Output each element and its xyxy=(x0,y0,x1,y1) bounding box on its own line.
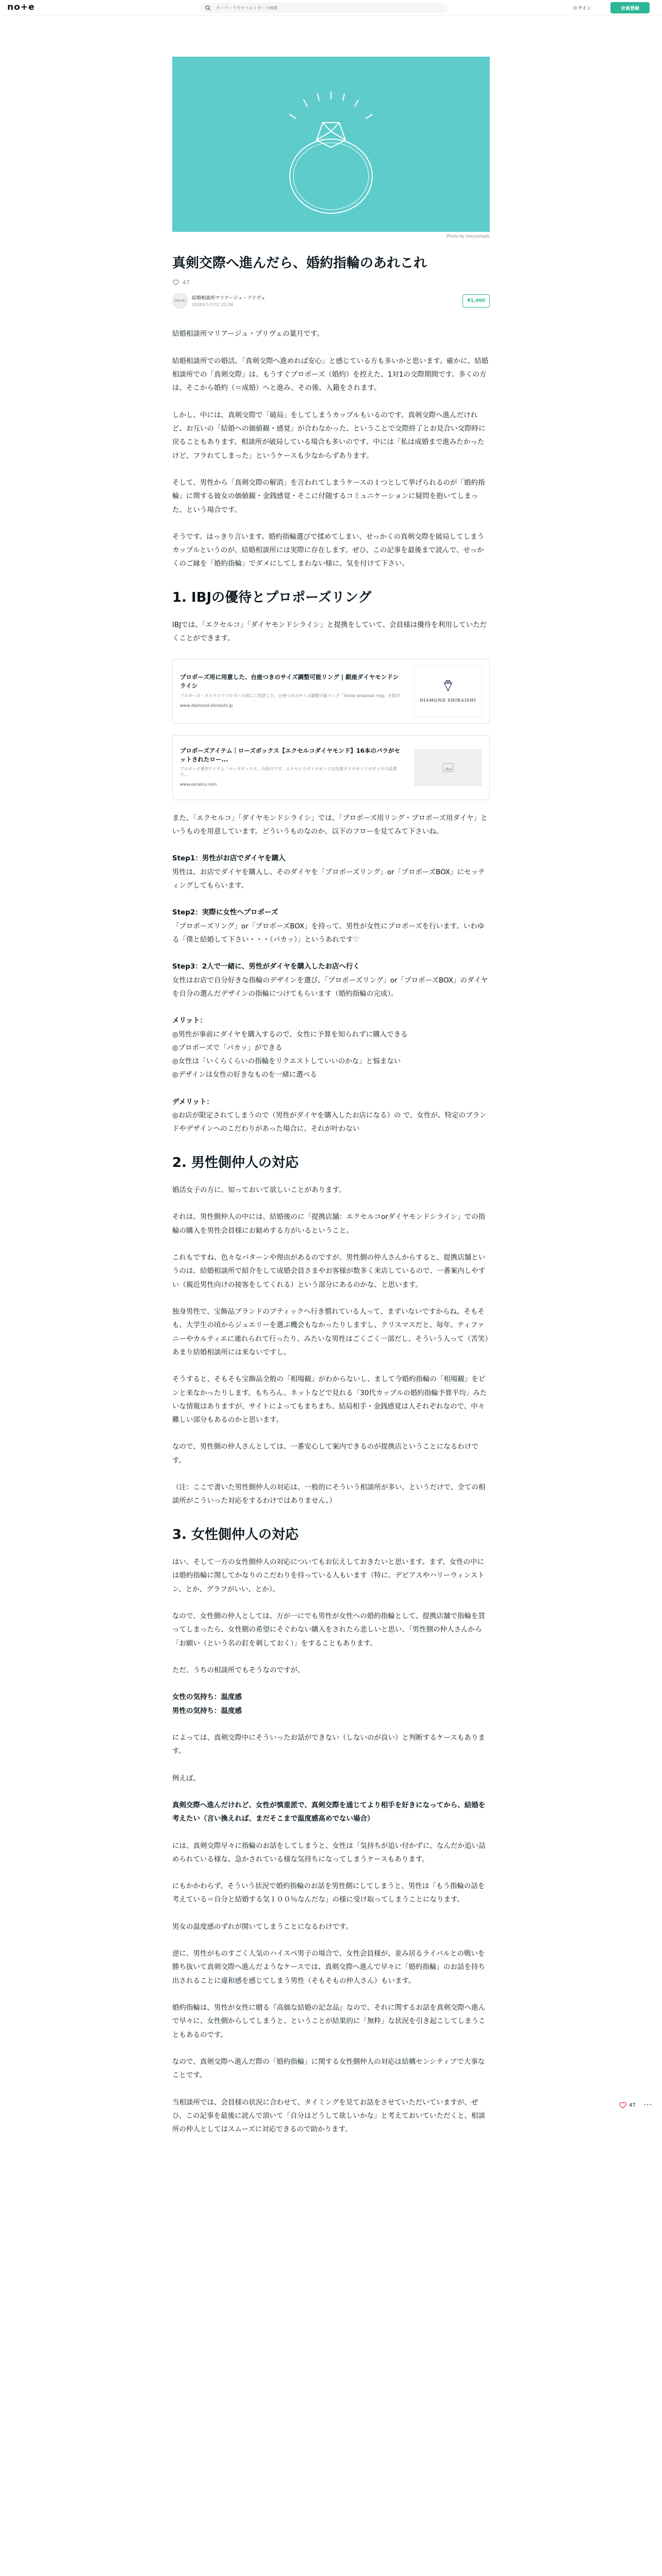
article-body xyxy=(172,327,490,2136)
paragraph: 婚活女子の方に、知っておいて欲しいことがあります。 xyxy=(172,1186,346,1195)
merit-item: ◎男性が事前にダイヤを購入するので、女性に予算を知られずに購入できる xyxy=(172,1030,408,1039)
link-card-shiraishi[interactable] xyxy=(172,659,490,724)
more-options-icon[interactable]: ··· xyxy=(643,2101,653,2109)
merit-item: ◎プロポーズで「パカッ」ができる xyxy=(172,1043,283,1052)
hero-image xyxy=(172,57,490,232)
paragraph: 逆に、男性がものすごく人気のハイスペ男子の場合で、女性会員様が、並み居るライバルとの戦いを勝ち抜いて真剣交際へ進んだようなケースでは、真剣交際へ進んで早々に「婚約指輪」のお話を持ち出されることに違和感を感じてしまう男性（そもそもの仲人さん）もいます。 xyxy=(172,1950,485,1985)
merit-item: ◎デザインは女性の好きなものを一緒に選べる xyxy=(172,1071,317,1079)
section-heading-1: 1. IBJの優待とプロポーズリング xyxy=(172,589,372,605)
link-card-thumbnail xyxy=(414,666,482,717)
price-button[interactable]: ¥1,000 xyxy=(462,294,490,308)
image-placeholder-icon xyxy=(442,763,454,772)
step-label: Step1：男性がお店でダイヤを購入 xyxy=(172,854,286,863)
link-card-title: プロポーズアイテム｜ローズボックス【エクセルコダイヤモンド】16本のバラがセットされたロー... xyxy=(180,747,400,763)
search-icon xyxy=(205,5,211,11)
paragraph: これもですね、色々なパターンや理由があるのですが、男性側の仲人さんからすると、提携店舗というのは、結婚相談所で紹介をして成婚会員さまやお客様が数多く来店しているので、一番案内しやすい（親近男性向けの接客をしてくれる）という部分にあるのかな、と思います。 xyxy=(172,1253,486,1289)
heart-icon xyxy=(172,279,179,286)
note-logo[interactable]: no+e xyxy=(7,2,35,12)
site-header xyxy=(0,0,662,15)
article-title: 真剣交際へ進んだら、婚約指輪のあれこれ xyxy=(172,256,427,271)
paragraph: ただ、うちの相談所でもそうなのですが、 xyxy=(172,1666,305,1674)
photo-credit: Photo by tokyoshady xyxy=(446,234,490,239)
step-block xyxy=(172,852,490,892)
section-heading-2: 2. 男性側仲人の対応 xyxy=(172,1155,299,1171)
paragraph: はい、そして一方の女性側仲人の対応についてもお伝えしておきたいと思います。まず、女性の中には婚約指輪に関してかなりのこだわりを持っている人もいます（特に、デビアスやハリーウィンストン、とか、グラフがいい、とか）。 xyxy=(172,1558,485,1594)
side-like-count: 47 xyxy=(629,2102,636,2108)
paragraph: 独身男性で、宝飾品ブランドのブティックへ行き慣れている人って、まずいないですからね。そもそも、大学生の頃からジュエリーを選ぶ機会もなかったりしますし、クリスマスだと、毎年、ティファニーやカルティエに連れられて行ったり、みたいな男性はごくごく一部だし、そういう人って（苦笑）あまり結婚相談所には来ないですし。 xyxy=(172,1307,489,1357)
author-block[interactable] xyxy=(172,293,490,309)
paragraph: には、真剣交際早々に指輪のお話をしてしまうと、女性は「気持ちが追い付かずに、なんだか追い詰められている様な、急かされている様な気持ちになってしまうケースもあります。 xyxy=(172,1841,486,1863)
emphasis-line: 女性の気持ち：温度感 xyxy=(172,1693,242,1702)
author-name[interactable]: 結婚相談所マリアージュ・プリヴェ xyxy=(192,296,266,301)
heart-icon[interactable] xyxy=(619,2101,627,2109)
demerit-label: デメリット： xyxy=(172,1097,213,1106)
search-box[interactable] xyxy=(200,3,448,13)
paragraph: なので、真剣交際へ進んだ際の「婚約指輪」に関する女性側仲人の対応は結構センシティブで大事なことです。 xyxy=(172,2057,485,2080)
paragraph: 男女の温度感のずれが開いてしまうことになるわけです。 xyxy=(172,1922,353,1931)
paragraph: 結婚相談所マリアージュ・プリヴェの葉月です。 xyxy=(172,330,324,338)
like-count[interactable] xyxy=(172,279,490,286)
paragraph xyxy=(172,1799,490,1826)
link-card-excelco[interactable] xyxy=(172,735,490,800)
brand-name: DIAMOND SHIRAISHI xyxy=(420,698,476,703)
paragraph: また、「エクセルコ」「ダイヤモンドシライシ」では、「プロポーズ用リング・プロポーズ用ダイヤ」というものを用意しています。どういうものなのか、以下のフローを見てみて下さいね。 xyxy=(172,814,488,836)
paragraph: （注：ここで書いた男性側仲人の対応は、一般的にそういう相談所が多い、というだけで、全ての相談所がこういった対応をするわけではありません。） xyxy=(172,1483,486,1505)
paragraph xyxy=(172,1690,490,1718)
paragraph: そうすると、そもそも宝飾品全般の「相場観」がわからないし、まして今婚約指輪の「相場観」をピンと来なかったりします。もちろん、ネットなどで見れる「30代カップルの婚約指輪予算平均」みたいな情報はありますが、サイトによってもまちまち、結局相手・金銭感覚は人それぞれなので、中々難しい部分もあるのかと思います。 xyxy=(172,1375,487,1425)
paragraph: によっては、真剣交際中にそういったお話ができない（しないのが良い）と判断するケースもあります。 xyxy=(172,1733,485,1756)
demerit-block xyxy=(172,1095,490,1136)
step-block xyxy=(172,960,490,1001)
link-card-title: プロポーズ用に用意した、台座つきのサイズ調整可能リング | 銀座ダイヤモンドシライシ xyxy=(180,673,399,690)
step-block xyxy=(172,906,490,946)
signup-button[interactable]: 会員登録 xyxy=(610,2,650,13)
floating-actions xyxy=(619,2101,652,2109)
like-count-value: 47 xyxy=(183,279,190,286)
step-label: Step3：2人で一緒に、男性がダイヤを購入したお店へ行く xyxy=(172,962,360,971)
paragraph: なので、男性側の仲人さんとしては、一番安心して案内できるのが提携店ということになるわけです。 xyxy=(172,1443,478,1465)
link-card-desc: プロポーズ専用アイテム「ローズボックス」の紹介です。エクセルコダイヤモンドは仕様ダイヤモンドのダイヤの品質で... xyxy=(180,767,397,777)
paragraph: そして、男性から「真剣交際の解消」を言われてしまうケースの１つとして挙げられるのが「婚約指輪」に関する彼女の価値観・金銭感覚・そこに付随するコミュニケーションに疑問を抱いてしまった、という場合です。 xyxy=(172,478,485,514)
diamond-logo-icon xyxy=(440,678,456,693)
link-card-url: www.excelco.com xyxy=(180,782,217,787)
paragraph: しかし、中には、真剣交際で「破局」をしてしまうカップルもいるのです。真剣交際へ進んだけれど、お互いの「結婚への価値観・感覚」が合わなかった、ということで交際終了とお見合い交際時に戻ることもあります。相談所が破局している場合も多いのです。中には「私は成婚まで進みたかったけど、フラれてしまった」というケースも少なからずあります。 xyxy=(172,411,486,460)
publish-date: 2020年1月7日 22:24 xyxy=(192,302,234,308)
step-label: Step2：実際に女性へプロポーズ xyxy=(172,908,278,917)
merit-item: ◎女性は「いくらくらいの指輪をリクエストしていいのかな」と悩まない xyxy=(172,1057,401,1066)
login-button[interactable]: ログイン xyxy=(568,2,596,13)
merit-block xyxy=(172,1014,490,1082)
article xyxy=(172,57,490,2150)
step-text: 「プロポーズリング」or「プロポーズBOX」を持って、男性が女性にプロポーズを行います。いわゆる「僕と結婚して下さい・・・（パカッ）」というあれです♡ xyxy=(172,922,485,944)
paragraph: 当相談所では、会員様の状況に合わせて、タイミングを見てお話をさせていただいていますが、ぜひ、この記事を最後に読んで頂いて「自分はどうして欲しいかな」と考えておいていただくと、相談所の仲人としてはスムーズに対応できるので助かります。 xyxy=(172,2098,485,2134)
paragraph: なので、女性側の仲人としては、万が一にでも男性が女性への婚約指輪として、提携店舗で指輪を買ってしまったら、女性側の希望にそぐわない購入をされたら悲しいと思い、「男性側の仲人さんから「お願い（という名の釘を刺しておく）」をすることもあります。 xyxy=(172,1612,485,1648)
paragraph: それは、男性側仲人の中には、結婚後のに「提携店舗：エクセルコorダイヤモンドシライシ」での指輪の購入を男性会員様にお勧めする方がいるということ。 xyxy=(172,1213,486,1235)
section-heading-3: 3. 女性側仲人の対応 xyxy=(172,1527,299,1543)
paragraph: IBJでは、「エクセルコ」「ダイヤモンドシライシ」と提携をしていて、会員様は優待を利用していただくことができます。 xyxy=(172,621,487,643)
step-text: 男性は、お店でダイヤを購入し、そのダイヤを「プロポーズリング」or「プロポーズBOX」にセッティングしてもらいます。 xyxy=(172,868,485,890)
emphasis-text: 真剣交際へ進んだけれど、女性が慎重派で、真剣交際を通じてより相手を好きになってから、結婚を考えたい（言い換えれば、まだそこまで温度感高めでない場合） xyxy=(172,1801,486,1823)
paragraph: 結婚相談所での婚活。「真剣交際へ進めれば安心」と感じている方も多いかと思います。確かに、結婚相談所での「真剣交際」は、もうすぐプロポーズ（婚約）を控えた、1対1の交際期間です。多くの方は、そこから婚約（＝成婚）へと進み、その後、入籍をされます。 xyxy=(172,357,489,393)
demerit-item: ◎お店が限定されてしまうので（男性がダイヤを購入したお店になる）の で、女性が、特定のブランドやデザインへのこだわりがあった場合に、それが叶わない xyxy=(172,1111,487,1133)
step-text: 女性はお店で自分好きな指輪のデザインを選び、「プロポーズリング」or「プロポーズBOX」のダイヤを自分の選んだデザインの指輪につけてもらいます（婚約指輪の完成）。 xyxy=(172,976,488,998)
paragraph: にもかかわらず、そういう状況で婚約指輪のお話を男性側にしてしまうと、男性は「もう指輪の話を考えている＝自分と結婚する気１００％なんだな」の様に受け取ってしまうことになります。 xyxy=(172,1882,485,1904)
emphasis-line: 男性の気持ち：温度感 xyxy=(172,1706,242,1715)
ring-illustration xyxy=(172,57,490,232)
link-card-thumbnail xyxy=(414,749,482,786)
search-input[interactable] xyxy=(216,6,422,10)
link-card-url: www.diamond-shiraishi.jp xyxy=(180,703,233,708)
avatar[interactable]: PRIVE xyxy=(172,293,188,309)
link-card-desc: プロポーズ・ダイヤイでプロポーズ用にご用意した、台座つきのサイズ調整可能リング「Smile proposal ring」を紹介 xyxy=(180,693,401,698)
paragraph: そうです。はっきり言います。婚約指輪選びで揉めてしまい、せっかくの真剣交際を破局してしまうカップルというのが、結婚相談所には実際に存在します。ぜひ、この記事を最後まで読んで、せっかくのご縁を「婚約指輪」でダメにしてしまわない様に、気を付けて下さい。 xyxy=(172,532,485,568)
paragraph: 例えば、 xyxy=(172,1774,200,1783)
paragraph: 婚約指輪は、男性が女性に贈る『高価な結婚の記念品』なので、それに関するお話を真剣交際へ進んで早々に、女性側からしてしまうと、ということが結果的に「無粋」な状況を引き起こしてしまうこともあるのです。 xyxy=(172,2004,486,2039)
merit-label: メリット： xyxy=(172,1016,207,1025)
